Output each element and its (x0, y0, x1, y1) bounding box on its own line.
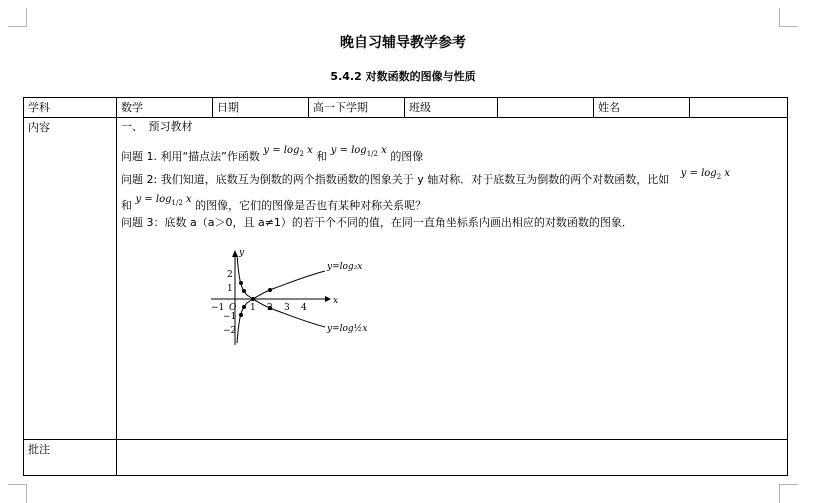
x-tick-label: −1 (211, 303, 225, 313)
x-tick-label: 2 (267, 303, 273, 313)
corner-mark-bottom-left (8, 484, 27, 503)
point (239, 281, 243, 285)
x-tick-label: 4 (301, 303, 307, 313)
question-2-cont (121, 194, 427, 217)
name-value[interactable] (690, 98, 788, 118)
curve-log-half (237, 255, 325, 327)
notes-value[interactable] (117, 440, 788, 476)
class-label: 班级 (405, 98, 498, 118)
corner-mark-top-left (8, 8, 27, 27)
q2-text: 问题 2: 我们知道，底数互为倒数的两个指数函数的图象关于 y 轴对称．对于底数互为倒数的两个对数函数，比如 (121, 173, 670, 186)
q1-text: 问题 1. 利用“描点法”作函数 (121, 150, 260, 163)
date-value: 高一下学期 (309, 98, 405, 118)
formula-log-half: $y = \log_{1/2} x$ (330, 145, 387, 158)
name-label: 姓名 (594, 98, 690, 118)
point (239, 313, 243, 317)
y-axis-label: y (239, 248, 245, 258)
formula-log2: $y = \log_2 x$ (263, 145, 313, 158)
corner-mark-bottom-right (779, 484, 798, 503)
origin-label: O (229, 303, 237, 313)
subject-label: 学科 (24, 98, 117, 118)
notes-label: 批注 (24, 440, 117, 476)
content-label: 内容 (24, 118, 117, 440)
y-tick-label: −1 (223, 312, 237, 322)
x-axis-label: x (333, 296, 339, 306)
x-tick-label: 3 (284, 303, 290, 313)
section-heading: 一、 预习教材 (121, 120, 193, 133)
point (242, 289, 246, 293)
question-1 (121, 145, 424, 168)
notes-row (24, 440, 788, 476)
corner-mark-top-right (779, 8, 798, 27)
y-tick-label: 2 (227, 270, 233, 280)
formula-log2-b: $y = \log_2 x$ (680, 168, 731, 181)
question-2 (121, 168, 731, 191)
subject-value: 数学 (117, 98, 213, 118)
curve2-label: y=log½x (327, 324, 368, 334)
x-tick-label: 1 (250, 303, 256, 313)
x-axis-arrow (325, 296, 331, 302)
document-subtitle: 5.4.2 对数函数的图像与性质 (330, 70, 476, 83)
date-label: 日期 (213, 98, 309, 118)
formula-log-half-b: $y = \log_{1/2} x$ (135, 194, 192, 207)
q2-post: 的图像，它们的图像是否也有某种对称关系呢？ (195, 199, 427, 212)
y-tick-label: 1 (227, 284, 233, 294)
curve1-label: y=log₂x (327, 262, 363, 272)
point (268, 288, 272, 292)
log-graph (203, 247, 383, 347)
y-tick-label: −2 (223, 326, 237, 336)
table-header-row (24, 98, 788, 118)
document-title: 晚自习辅导教学参考 (340, 35, 466, 51)
class-value[interactable] (498, 98, 594, 118)
content-row (24, 118, 788, 440)
point (242, 305, 246, 309)
question-3: 问题 3：底数 a（a＞0，且 a≠1）的若干个不同的值，在同一直角坐标系内画出相应的对数函数的图象． (121, 216, 633, 229)
content-cell (117, 118, 788, 440)
q1-post: 的图像 (390, 150, 424, 163)
lesson-table (23, 97, 788, 476)
point (251, 297, 255, 301)
q1-and: 和 (316, 150, 328, 163)
q2-and: 和 (121, 199, 132, 212)
